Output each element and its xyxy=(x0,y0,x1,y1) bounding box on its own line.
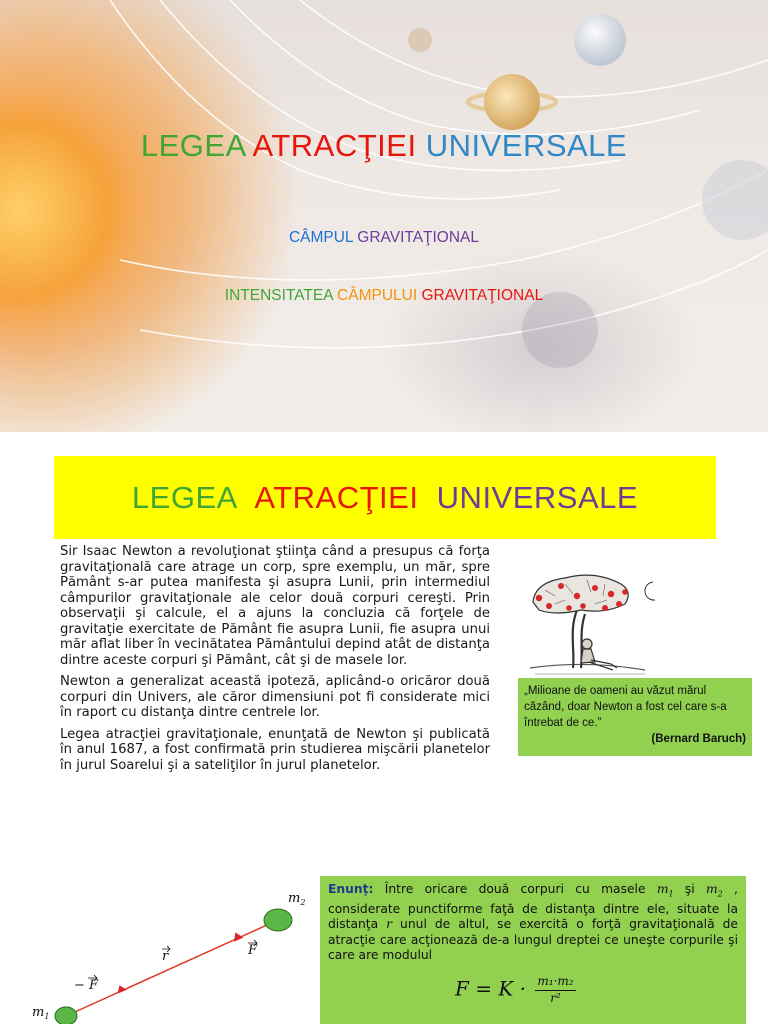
statement-text: , considerate punctiforme faţă de distanţa dintre ele, situate la distanţa xyxy=(328,882,738,932)
paragraph: Newton a generalizat această ipoteză, aplicând-o oricăror două corpuri din Univers, ale căror dimensiuni pot fi considerate mici în raport cu distanţa dintre centrele lor. xyxy=(60,674,490,720)
planet-image xyxy=(702,160,768,240)
planet-image xyxy=(408,28,432,52)
label-r-vector: r xyxy=(162,949,169,964)
subtitle-word: GRAVITAŢIONAL xyxy=(357,229,480,246)
title-word-atractiei: ATRACŢIEI xyxy=(252,128,417,163)
gravitation-formula xyxy=(455,974,576,1006)
planet-image xyxy=(574,14,626,66)
formula-fraction xyxy=(535,974,575,1006)
mass-m1 xyxy=(55,1007,77,1024)
label-m2: m xyxy=(288,891,301,906)
var-m2: m xyxy=(706,882,718,896)
statement-lead: Enunţ: xyxy=(328,882,374,896)
subtitle-word: GRAVITAŢIONAL xyxy=(421,287,544,304)
moon-icon xyxy=(645,582,655,600)
quote-author: (Bernard Baruch) xyxy=(651,733,746,745)
formula-denominator: r² xyxy=(550,990,561,1005)
svg-text:m1 xyxy=(32,1005,49,1021)
label-force-neg-f: − F xyxy=(74,978,99,993)
paragraph: Sir Isaac Newton a revoluţionat ştiinţa când a presupus că forţa gravitaţională care atrage un corp, spre exemplu, un măr, spre Pământ s-ar putea manifesta şi asupra Lunii, prin intermediul câmpurilor gravitaţionale ale celor două corpuri cereşti. Prin observaţii şi calcule, el a ajuns la concluzia că forţele de gravitaţie exercitate de Pământ fie asupra Lunii, fie asupra unui măr aflat liber în vecinătatea Pământului depind atât de distanţa dintre aceste corpuri şi Pământ, cât şi de masele lor. xyxy=(60,544,490,668)
label-m1-sub: 1 xyxy=(44,1012,50,1021)
solar-system-background xyxy=(0,0,768,432)
heading-word-universale: UNIVERSALE xyxy=(436,480,639,515)
distance-line xyxy=(66,920,278,1016)
sun-image xyxy=(0,50,180,370)
statement-text: şi xyxy=(673,882,706,896)
heading-word-legea: LEGEA xyxy=(131,480,238,515)
mass-m2 xyxy=(264,909,292,931)
apple-tree-image xyxy=(525,570,665,680)
label-m1: m xyxy=(32,1005,45,1020)
var-m1-sub: 1 xyxy=(668,889,674,899)
saturn-image xyxy=(468,74,556,130)
slide-heading-banner xyxy=(54,456,716,539)
var-r: r xyxy=(386,917,393,932)
subtitle-word: CÂMPUL xyxy=(288,229,353,246)
label-force-f: F xyxy=(248,943,258,958)
label-m2-sub: 2 xyxy=(300,898,306,907)
var-m1: m xyxy=(656,882,669,896)
law-statement-box xyxy=(320,876,746,1024)
statement-text: unul de altul, se exercită o forţă gravitaţională de atracţie care acţionează de-a lungul dreptei ce uneşte corpurile şi care are modulul xyxy=(328,917,738,963)
title-word-universale: UNIVERSALE xyxy=(425,128,628,163)
force-diagram xyxy=(20,874,310,1024)
var-m2-sub: 2 xyxy=(717,889,723,899)
subtitle-intensitate xyxy=(0,287,768,305)
heading-word-atractiei: ATRACŢIEI xyxy=(254,480,419,515)
formula-lhs: F = K · xyxy=(455,976,527,1001)
subtitle-camp xyxy=(0,229,768,247)
title-word-legea: LEGEA xyxy=(140,128,246,163)
quote-text: „Milioane de oameni au văzut mărul căzând, doar Newton a fost cel care s-a întrebat de ce.” xyxy=(524,685,727,729)
quote-box xyxy=(518,678,752,756)
paragraph: Legea atracţiei gravitaţionale, enunţată de Newton şi publicată în anul 1687, a fost confirmată prin studierea mişcării planetelor în jurul Soarelui şi a sateliţilor în jurul planetelor. xyxy=(60,726,490,773)
formula-numerator: m₁·m₂ xyxy=(535,974,575,991)
slide-title xyxy=(0,128,768,164)
svg-text:m2 xyxy=(288,891,305,907)
title-slide xyxy=(0,0,768,432)
subtitle-word: CÂMPULUI xyxy=(337,287,418,304)
content-slide xyxy=(0,432,768,1024)
body-text xyxy=(60,544,490,779)
statement-text: Între oricare două corpuri cu masele xyxy=(373,882,657,896)
subtitle-word: INTENSITATEA xyxy=(224,287,333,304)
